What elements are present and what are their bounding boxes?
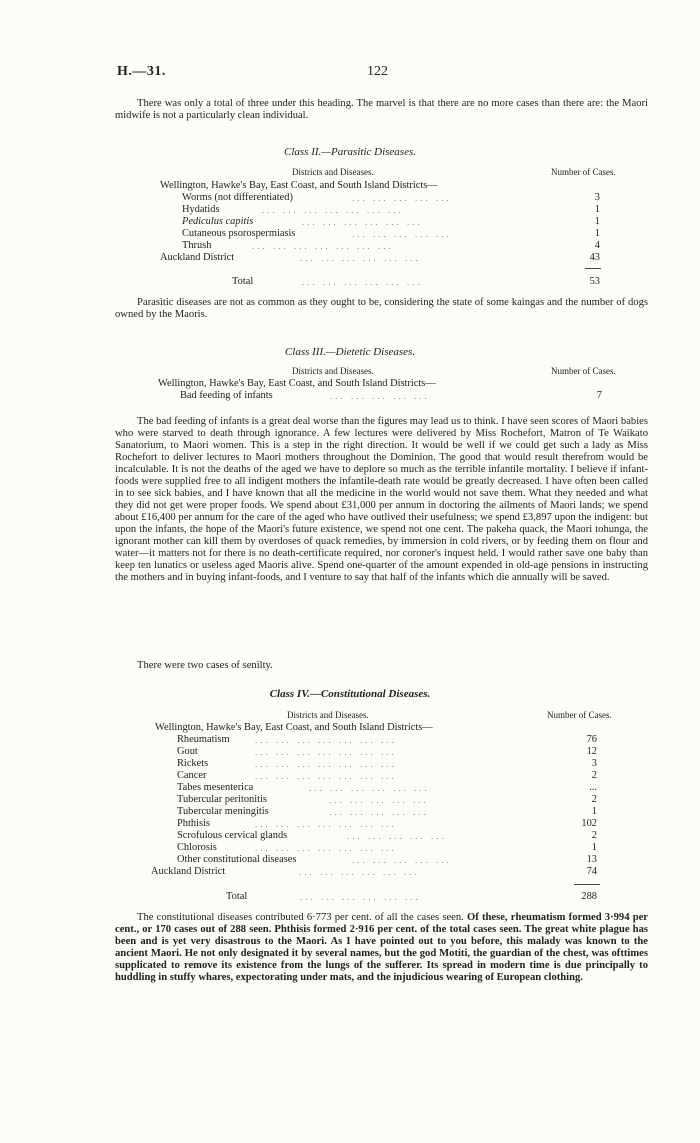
class4-col-cases: Number of Cases. [547,710,612,720]
disease-label: Tubercular peritonitis [177,794,267,805]
leader-dots: ... ... ... ... ... ... ... [252,241,394,251]
disease-label: Cancer [177,770,207,781]
total-label: Total [232,276,254,287]
intro-text: There was only a total of three under this heading. The marvel is that there are no more cases than there are: the Maori midwife is not a particularly clean individual. [115,98,648,121]
class3-note-text: The bad feeding of infants is a great deal worse than the figures may lead us to think. I have seen scores of Maori babies who were starved to death through ignorance. A few lectures were delivered by Miss Rochefort, Matron of Te Waikato Sanatorium, to Maori women. This is a step in the right direction. It would be well if we could get such a lady as Miss Rochefort to deliver lectures to Maori mothers throughout the Dominion. The good that would result therefrom would be incalculable. It is not the deaths of the aged we have to deplore so much as the terrible infantile mortality. I believe if infant-foods were supplied free to all indigent mothers the infantile-death rate would be greatly decreased. I have often been called in to see sick babies, and I have known that all the medicine in the world would not save them. What they needed and what they did not get were proper foods. We spend about £31,000 per annum in doctoring the ailments of Maori lands; we spend about £16,400 per annum for the care of the aged who have outlived their usefulness; we spend £3,897 upon the indigent: but upon the infants, the hope of the Maori's future existence, we spend not one cent. The pakeha quack, the Maori tohunga, the ignorant mother can kill them by overdoses of quack remedies, by immersion in cold rivers, or by feeding them on flour and water—it matters not for there is no death-certificate required, nor coroner's inquest held. I would rather save one baby than keep ten lunatics or useless aged Maoris alive. Spend one-quarter of the amount expended in old-age pensions in instructing the mothers and in buying infant-foods, and I venture to say that half of the infants which die annually will be saved. [115,416,648,583]
total-rule [574,884,600,885]
class4-note-bold: Of these, rheumatism formed 3·994 per cent., or 170 cases out of 288 seen. Phthisis formed 2·916 per cent. of the total cases seen. The great white plague has been and is yet very disastrous to the Maori. As I have pointed out to you before, this malady was known to the ancient Maori. He not only designated it by several names, but the god Motiti, the guardian of the chest, was ofttimes supplicated to remove its existence from the lungs of the sufferer. Its spread in modern time is due principally to huddling in stuffy whares, expectorating under mats, and the injudicious wearing of European clothing. [115,912,648,983]
disease-label: Rickets [177,758,209,769]
page-header [117,64,537,84]
disease-label: Worms (not differentiated) [182,192,293,203]
case-count: 1 [594,228,600,239]
leader-dots: ... ... ... ... ... [330,391,430,401]
intro-paragraph [115,98,648,122]
leader-dots: ... ... ... ... ... ... ... [255,771,397,781]
leader-dots: ... ... ... ... ... [329,807,429,817]
leader-dots: ... ... ... ... ... [347,831,447,841]
class2-note [115,297,648,321]
case-count: 3 [591,758,597,769]
class4-note-text [115,912,648,984]
case-count: 1 [594,204,600,215]
disease-label: Phthisis [177,818,210,829]
leader-dots: ... ... ... ... ... ... ... [255,819,397,829]
class3-note [115,416,648,584]
class4-note-plain: The constitutional diseases contributed 6·773 per cent. of all the cases seen. [137,912,464,923]
case-count: 288 [581,891,597,902]
leader-dots: ... ... ... ... ... ... [302,277,423,287]
leader-dots: ... ... ... ... ... [352,855,452,865]
case-count: 53 [589,276,600,287]
district-label: Auckland District [160,252,235,263]
class2-col-districts: Districts and Diseases. [292,167,374,177]
case-count: 12 [586,746,597,757]
leader-dots: ... ... ... ... ... ... [300,253,421,263]
case-count: 76 [586,734,597,745]
case-count: 1 [591,842,597,853]
class2-title [0,146,700,158]
case-count: 1 [591,806,597,817]
case-count: 1 [594,216,600,227]
leader-dots: ... ... ... ... ... ... ... [255,759,397,769]
class3-col-districts: Districts and Diseases. [292,366,374,376]
class3-title-prefix: Class III. [284,346,326,358]
case-count: 2 [591,830,597,841]
case-count: 3 [594,192,600,203]
leader-dots: ... ... ... ... ... ... [300,892,421,902]
leader-dots: ... ... ... ... ... ... ... [255,747,397,757]
class2-district-label: Wellington, Hawke's Bay, East Coast, and South Island Districts— [160,180,438,191]
disease-label: Gout [177,746,198,757]
case-count: 74 [586,866,597,877]
leader-dots: ... ... ... ... ... ... ... [262,205,404,215]
class3-col-cases: Number of Cases. [551,366,616,376]
class4-title [0,688,700,700]
leader-dots: ... ... ... ... ... [329,795,429,805]
total-label: Total [226,891,248,902]
leader-dots: ... ... ... ... ... ... [299,867,420,877]
disease-label: Other constitutional diseases [177,854,297,865]
case-count: 2 [591,770,597,781]
disease-label: Hydatids [182,204,220,215]
class4-col-districts: Districts and Diseases. [287,710,369,720]
class2-note-text: Parasitic diseases are not as common as they ought to be, considering the state of some kaingas and the number of dogs owned by the Maoris. [115,297,648,320]
document-reference: H.—31. [117,64,166,79]
disease-label: Scrofulous cervical glands [177,830,288,841]
case-count: 43 [589,252,600,263]
case-count: ... [589,782,597,793]
district-label: Auckland District [151,866,226,877]
leader-dots: ... ... ... ... ... [352,193,452,203]
senility-paragraph [115,660,648,672]
disease-label: Bad feeding of infants [180,390,273,401]
class4-note [115,912,648,984]
class4-title-prefix: Class IV. [269,688,310,700]
leader-dots: ... ... ... ... ... ... [302,217,423,227]
case-count: 4 [594,240,600,251]
leader-dots: ... ... ... ... ... ... ... [255,843,397,853]
disease-label: Tabes mesenterica [177,782,254,793]
case-count: 2 [591,794,597,805]
class3-district-label: Wellington, Hawke's Bay, East Coast, and South Island Districts— [158,378,436,389]
case-count: 13 [586,854,597,865]
leader-dots: ... ... ... ... ... [352,229,452,239]
class2-col-cases: Number of Cases. [551,167,616,177]
leader-dots: ... ... ... ... ... ... ... [255,735,397,745]
disease-label: Pediculus capitis [182,216,254,227]
disease-label: Rheumatism [177,734,230,745]
class3-title-name: —Dietetic Diseases. [325,346,416,358]
case-count: 7 [596,390,602,401]
disease-label: Chlorosis [177,842,217,853]
disease-label: Cutaneous psorospermiasis [182,228,296,239]
class2-title-name: —Parasitic Diseases. [321,146,416,158]
class2-title-prefix: Class II. [283,146,322,158]
class4-title-name: —Constitutional Diseases. [309,688,431,700]
leader-dots: ... ... ... ... ... ... [309,783,430,793]
class4-district-label: Wellington, Hawke's Bay, East Coast, and South Island Districts— [155,722,433,733]
total-rule [585,268,601,269]
case-count: 102 [581,818,597,829]
page-number: 122 [367,64,388,79]
disease-label: Tubercular meningitis [177,806,269,817]
disease-label: Thrush [182,240,212,251]
class3-title [0,346,700,358]
senility-text: There were two cases of senilty. [137,660,273,671]
